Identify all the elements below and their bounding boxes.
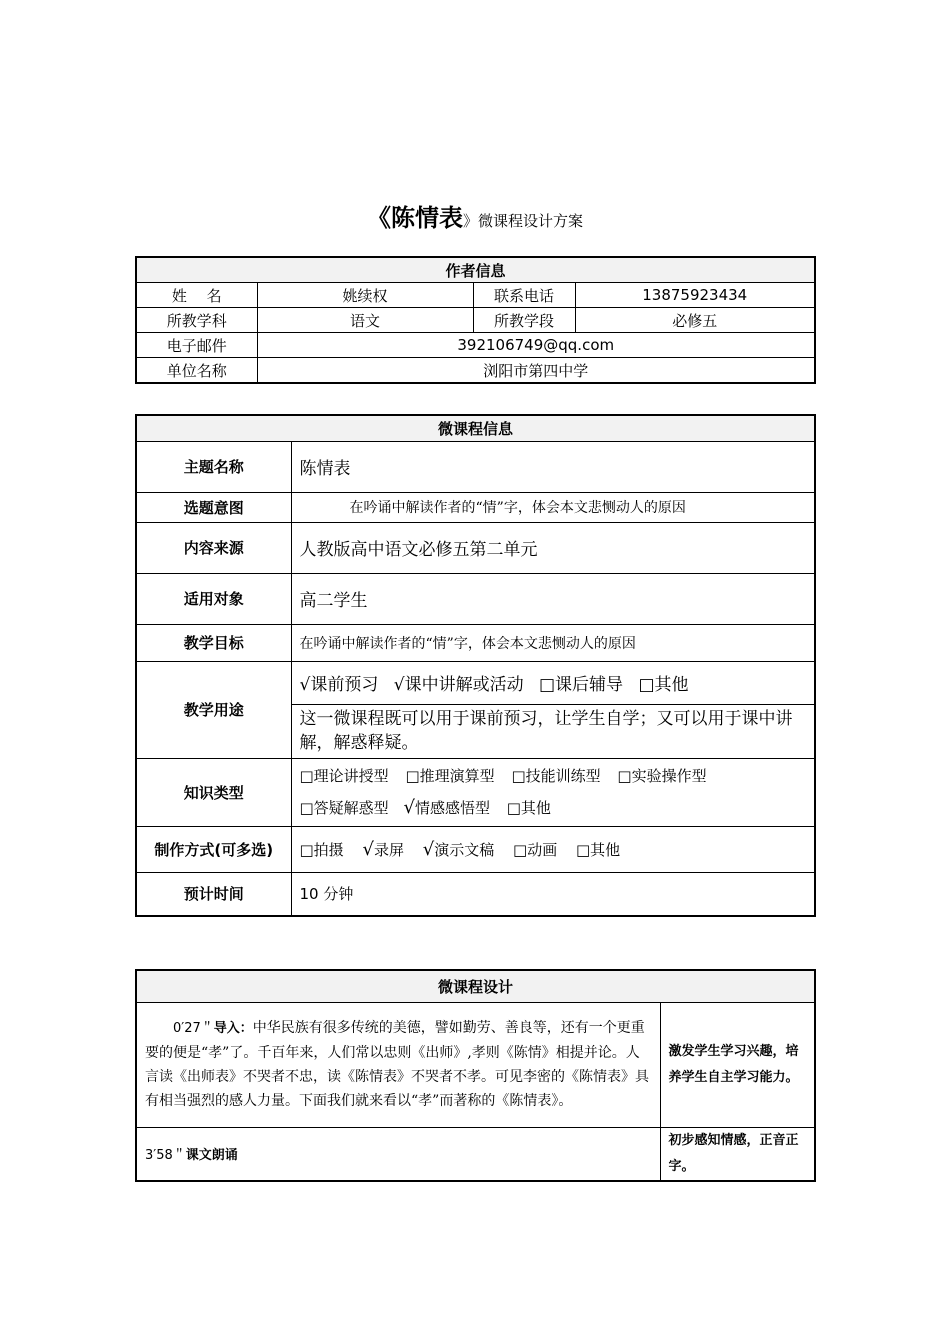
phone-value: 13875923434 — [575, 283, 815, 308]
email-label: 电子邮件 — [136, 333, 257, 358]
knowledge-option-other: □其他 — [506, 799, 551, 817]
design-row-intro — [136, 1002, 660, 1127]
usage-option-inclass: √课中讲解或活动 — [393, 675, 524, 695]
subject-value: 语文 — [257, 308, 473, 333]
usage-option-tutoring: □课后辅导 — [539, 675, 624, 695]
knowledge-option-reasoning: □推理演算型 — [405, 767, 495, 785]
topic-value: 陈情表 — [291, 441, 815, 492]
time-value: 10 分钟 — [291, 872, 815, 916]
title-rest: 》微课程设计方案 — [462, 212, 583, 230]
method-option-slides: 演示文稿 — [434, 840, 495, 859]
knowledge-label: 知识类型 — [136, 758, 291, 826]
topic-label: 主题名称 — [136, 441, 291, 492]
design-row-reading — [136, 1127, 660, 1181]
email-value: 392106749@qq.com — [257, 333, 815, 358]
stage-label: 所教学段 — [473, 308, 575, 333]
author-info-header: 作者信息 — [136, 257, 815, 283]
intro-time: 0′27＂ — [173, 1021, 214, 1036]
method-option-animation: □动画 — [513, 840, 558, 859]
method-option-filming: □拍摄 — [299, 840, 344, 859]
knowledge-option-theory: □理论讲授型 — [299, 767, 389, 785]
name-value: 姚续权 — [257, 283, 473, 308]
subject-label: 所教学科 — [136, 308, 257, 333]
method-option-screen: 录屏 — [373, 840, 404, 859]
method-option-other: □其他 — [576, 840, 621, 859]
source-value: 人教版高中语文必修五第二单元 — [291, 522, 815, 573]
goal-label: 教学目标 — [136, 624, 291, 661]
reading-time: 3′58＂ — [145, 1148, 186, 1163]
method-check-mark-2: √ — [422, 838, 435, 860]
title-bold: 《陈情表 — [366, 203, 463, 232]
time-label: 预计时间 — [136, 872, 291, 916]
usage-label: 教学用途 — [136, 661, 291, 758]
source-label: 内容来源 — [136, 522, 291, 573]
usage-description: 这一微课程既可以用于课前预习，让学生自学；又可以用于课中讲解，解惑释疑。 — [291, 704, 815, 758]
phone-label: 联系电话 — [473, 283, 575, 308]
reading-note: 初步感知情感，正音正字。 — [660, 1127, 815, 1181]
knowledge-options — [291, 758, 815, 826]
knowledge-check-mark: √ — [403, 797, 415, 818]
author-info-table — [135, 256, 816, 384]
stage-value: 必修五 — [575, 308, 815, 333]
method-options — [291, 826, 815, 872]
document-title — [0, 198, 950, 233]
usage-option-preview: √课前预习 — [299, 675, 379, 695]
knowledge-option-experiment: □实验操作型 — [617, 767, 707, 785]
reading-tag: 课文朗诵 — [185, 1148, 238, 1163]
course-info-table — [135, 414, 816, 917]
usage-options — [291, 661, 815, 704]
method-check-mark-1: √ — [362, 838, 374, 860]
intent-label: 选题意图 — [136, 492, 291, 522]
intro-note: 激发学生学习兴趣，培养学生自主学习能力。 — [660, 1002, 815, 1127]
audience-value: 高二学生 — [291, 573, 815, 624]
intro-text: 中华民族有很多传统的美德，譬如勤劳、善良等，还有一个更重要的便是“孝”了。千百年来，人们常以忠则《出师》,孝则《陈情》相提并论。人言读《出师表》不哭者不忠，读《陈情表》不哭者不孝。可见李密的《陈情表》具有相当强烈的感人力量。下面我们就来看以“孝”而著称的《陈情表》。 — [145, 1020, 649, 1109]
design-header: 微课程设计 — [136, 970, 815, 1002]
knowledge-option-emotion: 情感感悟型 — [414, 799, 490, 817]
unit-value: 浏阳市第四中学 — [257, 358, 815, 384]
goal-value: 在吟诵中解读作者的“情”字，体会本文悲恻动人的原因 — [291, 624, 815, 661]
intro-tag: 导入： — [213, 1021, 253, 1036]
audience-label: 适用对象 — [136, 573, 291, 624]
name-label: 姓 名 — [136, 283, 257, 308]
intent-value: 在吟诵中解读作者的“情”字，体会本文悲恻动人的原因 — [291, 492, 815, 522]
method-label: 制作方式(可多选) — [136, 826, 291, 872]
unit-label: 单位名称 — [136, 358, 257, 384]
knowledge-option-qa: □答疑解惑型 — [299, 799, 389, 817]
knowledge-option-skill: □技能训练型 — [511, 767, 601, 785]
course-info-header: 微课程信息 — [136, 415, 815, 441]
usage-option-other: □其他 — [638, 675, 689, 695]
design-table — [135, 969, 816, 1182]
